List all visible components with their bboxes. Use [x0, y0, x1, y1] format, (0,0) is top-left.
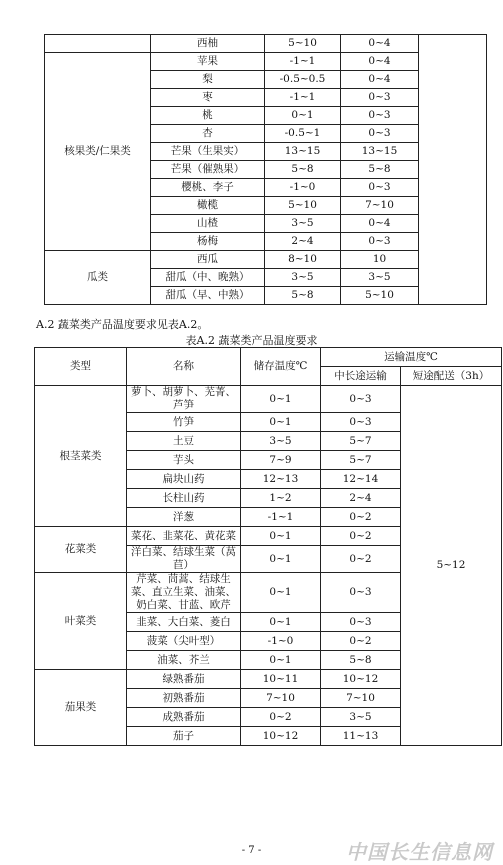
- long-distance-temp: 10~12: [321, 670, 401, 689]
- watermark: 中国长生信息网: [346, 840, 493, 864]
- storage-temp: 5~8: [265, 287, 341, 305]
- product-name: 芋头: [127, 451, 241, 470]
- product-name: 洋葱: [127, 508, 241, 527]
- storage-temp: 3~5: [265, 269, 341, 287]
- product-name: 油菜、芥兰: [127, 651, 241, 670]
- vegetable-temperature-table: [34, 347, 502, 746]
- product-name: 芹菜、茼蒿、结球生菜、直立生菜、油菜、奶白菜、甘蓝、欧芹: [127, 573, 241, 613]
- header-type: 类型: [35, 348, 127, 386]
- product-name: 杨梅: [151, 233, 265, 251]
- transport-temp: 0~3: [341, 179, 419, 197]
- storage-temp: 7~9: [241, 451, 321, 470]
- transport-temp: 0~4: [341, 71, 419, 89]
- storage-temp: 7~10: [241, 689, 321, 708]
- page-number: - 7 -: [241, 845, 262, 856]
- transport-temp: 13~15: [341, 143, 419, 161]
- storage-temp: 0~1: [241, 573, 321, 613]
- transport-temp: 3~5: [341, 269, 419, 287]
- storage-temp: 8~10: [265, 251, 341, 269]
- product-name: 洋白菜、结球生菜（莴苣）: [127, 546, 241, 573]
- category-cell: 瓜类: [45, 251, 151, 305]
- storage-temp: 3~5: [241, 432, 321, 451]
- storage-temp: 0~1: [241, 651, 321, 670]
- section-note: A.2 蔬菜类产品温度要求见表A.2。: [36, 318, 209, 331]
- category-cell: 花菜类: [35, 527, 127, 573]
- product-name: 枣: [151, 89, 265, 107]
- transport-temp: 0~3: [341, 125, 419, 143]
- table-row: [45, 35, 487, 53]
- product-name: 杏: [151, 125, 265, 143]
- storage-temp: 3~5: [265, 215, 341, 233]
- short-delivery-temp: 5~12: [401, 386, 502, 746]
- storage-temp: 0~1: [265, 107, 341, 125]
- category-cell: 茄果类: [35, 670, 127, 746]
- fruit-temperature-table: [44, 34, 487, 305]
- header-short-delivery: 短途配送（3h）: [401, 367, 502, 386]
- storage-temp: 0~2: [241, 708, 321, 727]
- long-distance-temp: 2~4: [321, 489, 401, 508]
- product-name: 土豆: [127, 432, 241, 451]
- storage-temp: -1~1: [265, 89, 341, 107]
- header-storage: 储存温度℃: [241, 348, 321, 386]
- long-distance-temp: 0~2: [321, 527, 401, 546]
- table-row: [35, 386, 502, 413]
- transport-temp: 5~8: [341, 161, 419, 179]
- table-caption: 表A.2 蔬菜类产品温度要求: [185, 334, 318, 347]
- category-cell: 根茎菜类: [35, 386, 127, 527]
- storage-temp: 5~10: [265, 197, 341, 215]
- storage-temp: -0.5~1: [265, 125, 341, 143]
- product-name: 甜瓜（中、晚熟）: [151, 269, 265, 287]
- long-distance-temp: 0~2: [321, 546, 401, 573]
- blank-cell: [419, 35, 487, 305]
- storage-temp: 5~10: [265, 35, 341, 53]
- category-cell: [45, 35, 151, 53]
- long-distance-temp: 0~3: [321, 413, 401, 432]
- storage-temp: 0~1: [241, 413, 321, 432]
- long-distance-temp: 3~5: [321, 708, 401, 727]
- long-distance-temp: 0~2: [321, 632, 401, 651]
- long-distance-temp: 7~10: [321, 689, 401, 708]
- transport-temp: 0~3: [341, 89, 419, 107]
- storage-temp: 0~1: [241, 527, 321, 546]
- storage-temp: -1~1: [241, 508, 321, 527]
- category-cell: 叶菜类: [35, 573, 127, 670]
- product-name: 西柚: [151, 35, 265, 53]
- header-transport: 运输温度℃: [321, 348, 502, 367]
- product-name: 萝卜、胡萝卜、芜菁、芦笋: [127, 386, 241, 413]
- long-distance-temp: 5~7: [321, 451, 401, 470]
- product-name: 芒果（催熟果）: [151, 161, 265, 179]
- transport-temp: 0~3: [341, 233, 419, 251]
- product-name: 成熟番茄: [127, 708, 241, 727]
- long-distance-temp: 12~14: [321, 470, 401, 489]
- storage-temp: 0~1: [241, 613, 321, 632]
- storage-temp: -1~1: [265, 53, 341, 71]
- storage-temp: 0~1: [241, 546, 321, 573]
- long-distance-temp: 0~2: [321, 508, 401, 527]
- product-name: 芒果（生果实）: [151, 143, 265, 161]
- storage-temp: 13~15: [265, 143, 341, 161]
- storage-temp: 1~2: [241, 489, 321, 508]
- storage-temp: 0~1: [241, 386, 321, 413]
- product-name: 桃: [151, 107, 265, 125]
- product-name: 梨: [151, 71, 265, 89]
- product-name: 茄子: [127, 727, 241, 746]
- product-name: 韭菜、大白菜、菱白: [127, 613, 241, 632]
- product-name: 初熟番茄: [127, 689, 241, 708]
- storage-temp: 12~13: [241, 470, 321, 489]
- storage-temp: -1~0: [241, 632, 321, 651]
- long-distance-temp: 5~8: [321, 651, 401, 670]
- storage-temp: -1~0: [265, 179, 341, 197]
- storage-temp: 10~12: [241, 727, 321, 746]
- product-name: 菠菜（尖叶型）: [127, 632, 241, 651]
- transport-temp: 0~4: [341, 53, 419, 71]
- product-name: 山楂: [151, 215, 265, 233]
- product-name: 长柱山药: [127, 489, 241, 508]
- product-name: 绿熟番茄: [127, 670, 241, 689]
- transport-temp: 0~4: [341, 215, 419, 233]
- storage-temp: 5~8: [265, 161, 341, 179]
- product-name: 西瓜: [151, 251, 265, 269]
- product-name: 橄榄: [151, 197, 265, 215]
- header-name: 名称: [127, 348, 241, 386]
- long-distance-temp: 5~7: [321, 432, 401, 451]
- product-name: 竹笋: [127, 413, 241, 432]
- transport-temp: 10: [341, 251, 419, 269]
- long-distance-temp: 0~3: [321, 573, 401, 613]
- product-name: 甜瓜（早、中熟）: [151, 287, 265, 305]
- product-name: 苹果: [151, 53, 265, 71]
- category-cell: 核果类/仁果类: [45, 53, 151, 251]
- storage-temp: 2~4: [265, 233, 341, 251]
- long-distance-temp: 11~13: [321, 727, 401, 746]
- transport-temp: 0~3: [341, 107, 419, 125]
- storage-temp: -0.5~0.5: [265, 71, 341, 89]
- transport-temp: 0~4: [341, 35, 419, 53]
- transport-temp: 7~10: [341, 197, 419, 215]
- product-name: 樱桃、李子: [151, 179, 265, 197]
- product-name: 菜花、韭菜花、黄花菜: [127, 527, 241, 546]
- storage-temp: 10~11: [241, 670, 321, 689]
- long-distance-temp: 0~3: [321, 386, 401, 413]
- header-long-distance: 中长途运输: [321, 367, 401, 386]
- product-name: 扁块山药: [127, 470, 241, 489]
- transport-temp: 5~10: [341, 287, 419, 305]
- long-distance-temp: 0~3: [321, 613, 401, 632]
